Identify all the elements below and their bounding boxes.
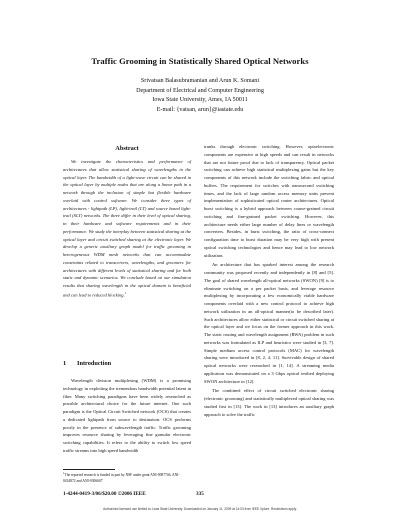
introduction-body [63,377,191,455]
paper-title: Traffic Grooming in Statistically Shared Optical Networks [91,56,309,66]
abstract-footnote-mark: 1 [124,290,127,295]
introduction-paragraph: Wavelength division multiplexing (WDM) is a promising technology in exploiting the tremendous bandwidth potential latent in fiber. Many switching paradigms have been widely researched as possible architectural choice for the future internet. One such paradigm is the Optical Circuit Switched network (OCS) that creates a dedicated lightpath from source to destination. OCS performs poorly in the presence of subwavelength traffic. Traffic grooming improves resource sharing by leveraging fine granular electronic switching capabilities. It refers to the ability to switch low speed traffic streams into high speed bandwidth [63,378,191,453]
author-university: Iowa State University, Ames, IA 50011 [152,97,248,104]
author-department: Department of Electrical and Computer Engineering [136,87,264,94]
section-number: 1 [63,360,67,367]
authorized-use-line: Authorized licensed use limited to: Iowa State University. Downloaded on January 11, 2009 at 14:03 from IEEE Xplore. Restrictions apply. [103,507,297,511]
footnote-divider [63,469,115,470]
author-block [0,77,400,115]
right-column-body [204,143,334,420]
footnote-text: The reported research is funded in part by NSF under grant ANI-0087746, ANI-0434872 and ANI-0306607 [63,473,180,483]
right-paragraph-1: trunks through electronic switching. However, optoelectronic components are expensive at high speeds and can result in networks that are not future proof due to lack of transparency. Optical packet switching can achieve high statistical multiplexing gains but the key components of this network include the switching fabric and optical buffers. The requirement for switches with nanosecond switching times, and the lack of large random access memory units prevent implementation of sophisticated optical router architectures. Optical burst switching is a hybrid approach between coarse-grained circuit switching and fine-grained packet switching. However, this architecture needs either large number of delay lines or wavelength converters. Besides, in burst switching, the ratio of cross-connect configuration time to burst duration may be very high with present optical switching technologies and hence may lead to low network utilization. [204,144,334,258]
abstract-text: We investigate the characteristics and performance of architectures that allow statistical sharing of wavelengths in the optical layer. The bandwidth of a light-wave circuit can be shared in the optical layer by multiple nodes that are along a linear path in a network through the inclusion of simple but flexible hardware overlaid with control software. We consider three types of architectures - lightpath (LP), light-trail (LT) and source based light-trail (SLT) networks. The three differ in their level of optical sharing, in their hardware and software requirements and in their performance. We study the interplay between statistical sharing at the optical layer and circuit switched sharing at the electronic layer. We develop a generic auxiliary graph model for traffic grooming in heterogeneous WDM mesh networks that can accommodate constraints related to transceivers, wavelengths, and groomers for architectures with different levels of statistical sharing and for both static and dynamic scenarios. We conclude based on our simulation results that sharing wavelength in the optical domain is beneficial and can lead to reduced blocking. [63,159,191,298]
author-names: Srivatsan Balasubramanian and Arun K. Somani [140,78,260,84]
abstract-body [63,158,191,299]
right-paragraph-3: The combined effect of circuit switched electronic sharing (electronic grooming) and statistically multiplexed optical sharing was studied first in [13]. The work in [13] introduces an auxiliary graph approach to solve the traffic [204,388,334,417]
abstract-heading: Abstract [115,145,139,152]
page-number: 335 [196,491,204,497]
section-title: Introduction [77,360,112,367]
footnote-mark: 1 [63,471,65,475]
section-heading-introduction [63,360,191,367]
footer-isbn: 1-4244-0419-3/06/$20.00 ©2006 IEEE [63,491,146,497]
author-email: E-mail: {vatsan, arun}@iastate.edu [156,106,244,113]
right-paragraph-2: An architecture that has sparked interest among the research community was proposed recently and independently in [8] and [5]. The goal of shared wavelength all-optical networks (SWON) [9] is to eliminate switching on a per packet basis, and leverage resource multiplexing by incorporating a few economically viable hardware components overlaid with a new control protocol to achieve high network utilization in an all-optical manner(to be described later). Such architectures allow either statistical or circuit switched sharing at the optical layer and we focus on the former approach in this work. The static routing and wavelength assignment (RWA) problem in such networks was formulated as ILP and heuristics were studied in [3, 7]. Simple medium access control protocols (MAC) for wavelength sharing were introduced in [8, 2, 4, 11]. Survivable design of shared optical networks were researched in [1, 14]. A streaming media application was demonstrated on a 3 Gbps optical testbed deploying SWON architecture in [12]. [204,262,334,384]
footnote [63,471,191,484]
